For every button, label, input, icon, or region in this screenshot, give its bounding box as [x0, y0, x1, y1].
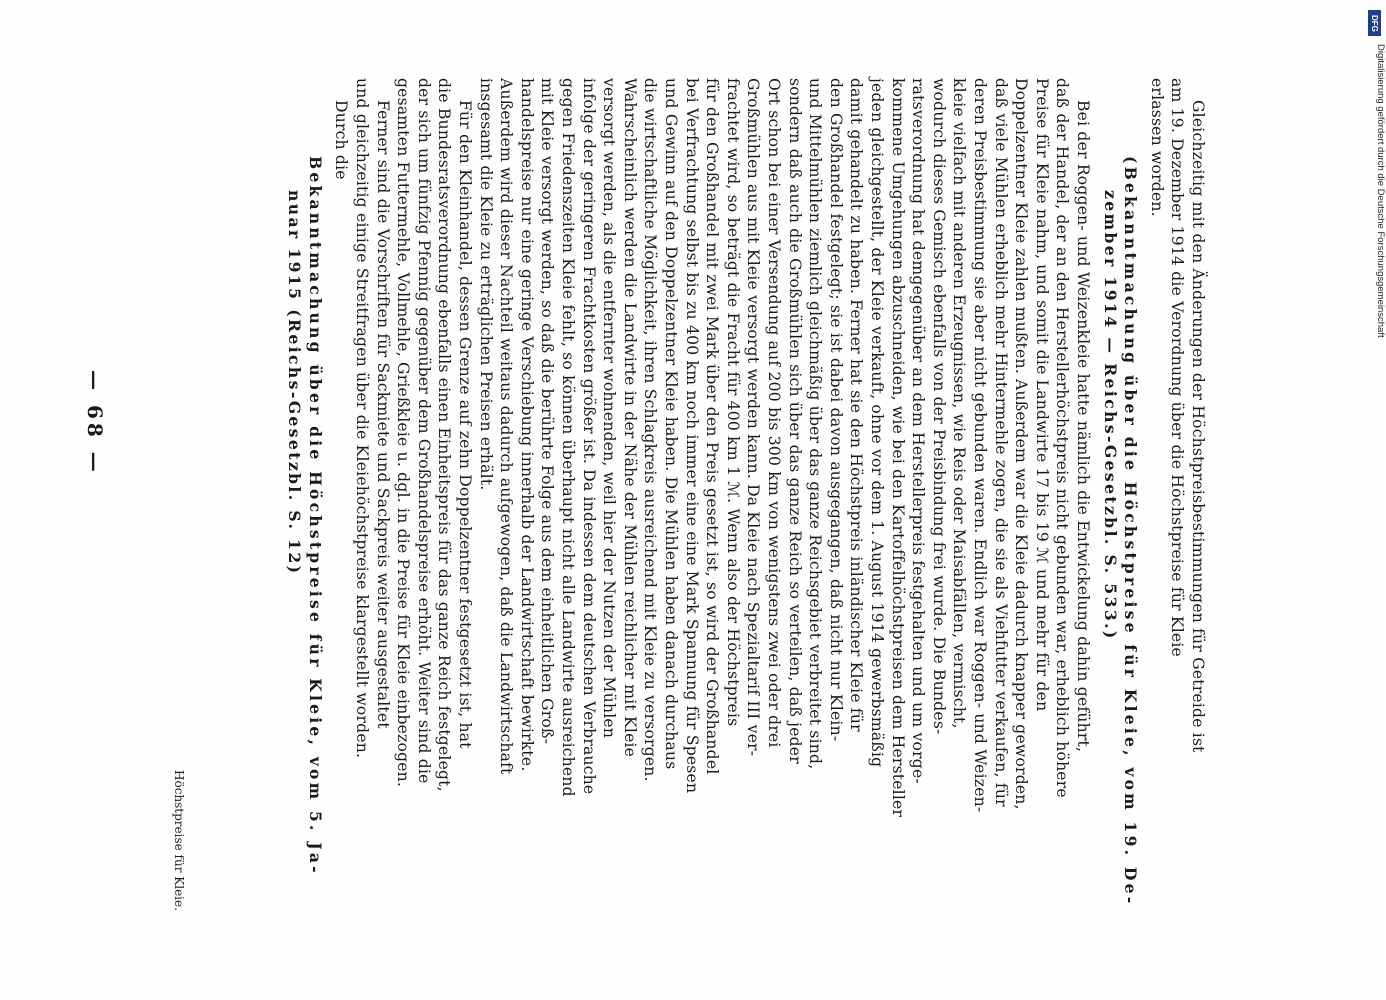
- text-line: gegen Friedenszeiten Kleie fehlt, so können überhaupt nicht alle Landwirte ausreichend: [559, 78, 577, 797]
- text-line: jeden gleichgestellt, der Kleie verkauft, ohne vor dem 1. August 1914 gewerbsmäßig: [868, 78, 886, 768]
- text-line: zember 1914 — Reichs-Gesetzbl. S. 533.): [1100, 190, 1120, 641]
- text-line: erlassen worden.: [1147, 78, 1166, 217]
- body-text: [208, 78, 1208, 918]
- text-line: den Großhandel festgelegt; sie ist dabei davon ausgegangen, daß nicht nur Klein-: [826, 78, 845, 742]
- text-line: am 19. Dezember 1914 die Verordnung über die Höchstpreise für Kleie: [1168, 78, 1187, 657]
- text-line: Wahrscheinlich werden die Landwirte in der Nähe der Mühlen reichlicher mit Kleie: [620, 78, 639, 758]
- text-line: handelspreise nur eine geringe Verschiebung innerhalb der Landwirtschaft bewirkte.: [517, 78, 536, 772]
- text-line: Ferner sind die Vorschriften für Sackmiete und Sackpreis weiter ausgestaltet: [373, 100, 392, 729]
- text-line: und gleichzeitig einige Streitfragen über die Kleiehöchstpreise klargestellt worden.: [353, 78, 371, 759]
- text-line: kommene Umgehungen abzuschneiden, wie bei den Kartoffelhöchstpreisen dem Hersteller: [888, 78, 907, 818]
- dfg-logo: DFG: [1368, 10, 1381, 36]
- text-line: damit gehandelt zu haben. Ferner hat sie den Höchstpreis inländischer Kleie für: [847, 78, 866, 732]
- text-line: frachtet wird, so beträgt die Fracht für 400 km 1 ℳ. Wenn also der Höchstpreis: [723, 78, 742, 727]
- text-line: Durch die: [332, 100, 351, 180]
- text-line: ratsverordnung hat demgegenüber an dem Herstellerpreis festgehalten und um vorge-: [909, 78, 928, 784]
- text-line: Bei der Roggen- und Weizenkleie hatte nämlich die Entwickelung dahin geführt,: [1074, 100, 1092, 753]
- text-line: kleie vielfach mit anderen Erzeugnissen, wie Reis oder Maisabfällen, vermischt,: [950, 78, 969, 729]
- digitization-credit: Digitalisierung gefördert durch die Deutsche Forschungsgemeinschaft: [1375, 44, 1386, 338]
- text-line: sondern daß auch die Großmühlen sich über das ganze Reich so verteilen, daß jeder: [785, 78, 804, 764]
- text-line: daß der Handel, der an den Herstellerhöchstpreis nicht gebunden war, erheblich höhere: [1053, 78, 1072, 798]
- text-line: (Bekanntmachung über die Höchstpreise für Kleie, vom 19. De-: [1121, 156, 1141, 907]
- text-line: der sich um fünfzig Pfennig gegenüber dem Großhandelspreise erhöht. Weiter sind die: [414, 78, 433, 784]
- text-line: Doppelzentner Kleie zahlen mußten. Außerdem war die Kleie dadurch knapper geworden,: [1012, 78, 1031, 810]
- text-line: und Gewinn auf den Doppelzentner Kleie haben. Die Mühlen haben danach durchaus: [662, 78, 680, 770]
- text-line: bei Verfrachtung selbst bis zu 400 km noch immer eine eine Mark Spannung für Spesen: [682, 78, 701, 794]
- text-line: für den Großhandel mit zwei Mark über den Preis gesetzt ist, so wird der Großhandel: [703, 78, 722, 775]
- text-line: wodurch dieses Gemisch ebenfalls von der Preisbindung frei wurde. Die Bundes-: [929, 78, 948, 735]
- text-line: deren Preisbestimmung sie aber nicht gebunden waren. Endlich war Roggen- und Weizen-: [971, 78, 989, 813]
- text-line: Großmühlen aus mit Kleie versorgt werden kann. Da Kleie nach Spezialtarif III ver-: [744, 78, 763, 757]
- text-line: mit Kleie versorgt werden, so daß die berührte Folge aus dem einheitlichen Groß-: [538, 78, 557, 745]
- text-line: infolge der geringeren Frachtkosten größer ist. Da indessen dem deutschen Verbrauche: [579, 78, 598, 795]
- margin-note: Höchstpreise für Kleie.: [172, 770, 186, 911]
- text-line: Preise für Kleie nahm, und somit die Landwirte 17 bis 19 ℳ und mehr für den: [1032, 78, 1051, 712]
- text-line: daß viele Mühlen erheblich mehr Hintermehle zogen, die sie als Viehfutter verkaufen, für: [991, 78, 1010, 807]
- text-line: Außerdem wird dieser Nachteil weitaus dadurch aufgewogen, daß die Landwirtschaft: [497, 78, 516, 775]
- text-line: versorgt werden, als die entfernter wohnenden, weil hier der Nutzen der Mühlen: [600, 78, 619, 739]
- text-line: die wirtschaftliche Möglichkeit, ihren Schlagkreis ausreichend mit Kleie zu versorgen.: [641, 78, 660, 782]
- text-line: gesamten Futtermehle, Vollmehle, Grießkleie u. dgl. in die Preise für Kleie einbezogen.: [394, 78, 413, 788]
- text-line: nuar 1915 (Reichs-Gesetzbl. S. 12): [285, 190, 305, 576]
- text-line: Bekanntmachung über die Höchstpreise für Kleie, vom 5. Ja-: [305, 156, 325, 876]
- text-line: Gleichzeitig mit den Änderungen der Höchstpreisbestimmungen für Getreide ist: [1189, 100, 1207, 753]
- text-line: Für den Kleinhandel, dessen Grenze auf zehn Doppelzentner festgesetzt ist, hat: [456, 100, 474, 749]
- text-line: insgesamt die Kleie zu erträglichen Preisen erhält.: [476, 78, 495, 491]
- text-line: die Bundesratsverordnung ebenfalls einen Einheitspreis für das ganze Reich festgelegt,: [435, 78, 454, 792]
- text-line: Ort schon bei einer Versendung auf 200 bis 300 km von wenigstens zwei oder drei: [765, 78, 783, 748]
- page-number-header: — 68 —: [83, 370, 107, 476]
- text-line: und Mittelmühlen ziemlich gleichmäßig über das ganze Reichsgebiet verbreitet sind,: [806, 78, 825, 770]
